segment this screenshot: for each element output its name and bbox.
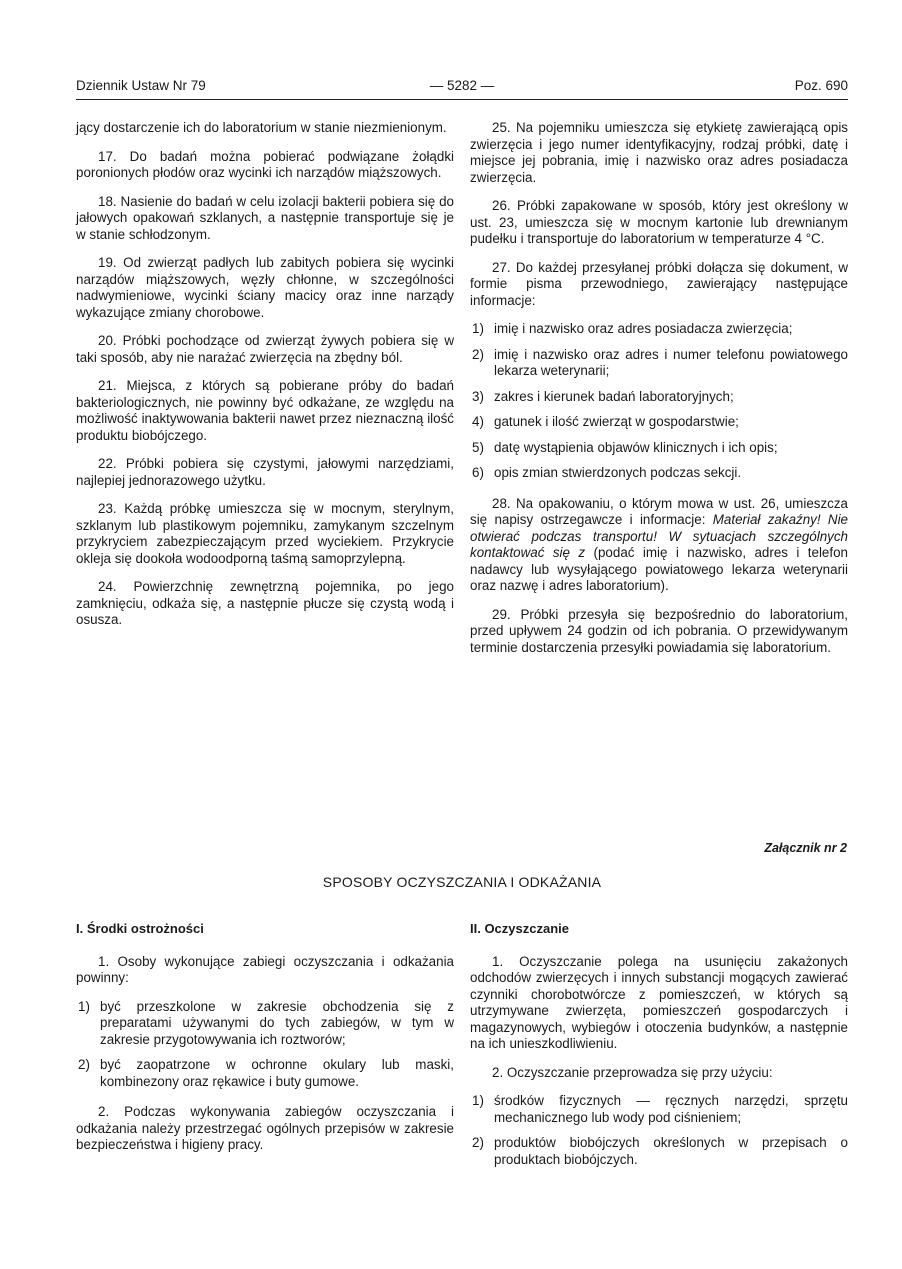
paragraph-27: 27. Do każdej przesyłanej próbki dołącza się dokument, w formie pisma przewodniego, zawierający następujące informacje: — [470, 259, 848, 308]
section-1-paragraph-1: 1. Osoby wykonujące zabiegi oczyszczania i odkażania powinny: — [76, 953, 454, 985]
paragraph-20: 20. Próbki pochodzące od zwierząt żywych pobiera się w taki sposób, aby nie narażać zwierzęcia na zbędny ból. — [76, 333, 454, 365]
paragraph-24: 24. Powierzchnię zewnętrzną pojemnika, po jego zamknięciu, odkaża się, a następnie płucze się czystą wodą i osusza. — [76, 579, 454, 627]
section-1-paragraph-2: 2. Podczas wykonywania zabiegów oczyszczania i odkażania należy przestrzegać ogólnych przepisów w zakresie bezpieczeństwa i higieny pracy. — [76, 1104, 454, 1152]
page-number: — 5282 — — [429, 78, 495, 93]
journal-name: Dziennik Ustaw Nr 79 — [76, 78, 206, 93]
list-item: 2) być zaopatrzone w ochronne okulary lub maski, kombinezony oraz rękawice i buty gumowe. — [78, 1057, 454, 1089]
list-item: 1) środków fizycznych — ręcznych narzędzi, sprzętu mechanicznego lub wody pod ciśnieniem; — [472, 1093, 848, 1125]
section-2-paragraph-2: 2. Oczyszczanie przeprowadza się przy użyciu: — [492, 1064, 773, 1080]
section-2-heading: II. Oczyszczanie — [470, 921, 569, 936]
left-column-top — [76, 120, 454, 641]
position-number: Poz. 690 — [794, 78, 848, 93]
list-item: 2) produktów biobójczych określonych w przepisach o produktach biobójczych. — [472, 1135, 848, 1167]
paragraph-19: 19. Od zwierząt padłych lub zabitych pobiera się wycinki narządów miąższowych, węzły chłonne, w szczególności nadwymieniowe, wycinki ściany macicy oraz inne narządy wykazujące zmiany chorobowe. — [76, 255, 454, 320]
section-1 — [76, 921, 454, 1166]
paragraph-25: 25. Na pojemniku umieszcza się etykietę zawierającą opis zwierzęcia i jego numer identyfikacyjny, rodzaj próbki, datę i miejsce jej pobrania, imię i nazwisko oraz adres posiadacza zwierzęcia. — [470, 120, 848, 185]
list-item: 1) imię i nazwisko oraz adres posiadacza zwierzęcia; — [472, 321, 793, 336]
warning-text: Materiał zakaźny! Nie otwierać podczas transportu! W sytuacjach szczególnych kontaktować się z — [470, 512, 848, 560]
paragraph-23: 23. Każdą próbkę umieszcza się w mocnym, sterylnym, szklanym lub plastikowym pojemniku, zamykanym szczelnym przykryciem zabezpieczającym przed wyciekiem. Przykrycie okleja się dookoła wodoodporną taśmą samoprzylepną. — [76, 501, 454, 566]
annex-label: Załącznik nr 2 — [764, 841, 847, 855]
paragraph-18: 18. Nasienie do badań w celu izolacji bakterii pobiera się do jałowych opakowań szklanych, a następnie transportuje się je w stanie schłodzonym. — [76, 193, 454, 242]
paragraph-17: 17. Do badań można pobierać podwiązane żołądki poronionych płodów oraz wycinki ich narządów miąższowych. — [76, 148, 454, 180]
right-column-top — [470, 120, 848, 668]
paragraph-continuation: jący dostarczenie ich do laboratorium w stanie niezmienionym. — [76, 120, 447, 135]
page-header — [76, 78, 848, 98]
list-item: 5) datę wystąpienia objawów klinicznych i ich opis; — [472, 439, 778, 455]
section-2-paragraph-1: 1. Oczyszczanie polega na usunięciu zakażonych odchodów zwierzęcych i innych substancji mogących zawierać czynniki chorobotwórcze z pomieszczeń, w których są utrzymywane zwierzęta, pomieszczeń gospodarczych i magazynowych, wybiegów i otoczenia budynków, a następnie na ich unieszkodliwieniu. — [470, 953, 848, 1051]
section-1-heading: I. Środki ostrożności — [76, 921, 204, 936]
annex-title: SPOSOBY OCZYSZCZANIA I ODKAŻANIA — [322, 874, 602, 890]
paragraph-21: 21. Miejsca, z których są pobierane próby do badań bakteriologicznych, nie powinny być odkażane, ze względu na możliwość inaktywowania bakterii nawet przez nieznaczną ilość produktu biobójczego. — [76, 378, 454, 443]
paragraph-29: 29. Próbki przesyła się bezpośrednio do laboratorium, przed upływem 24 godzin od ich pobrania. O przewidywanym terminie dostarczenia przesyłki powiadamia się laboratorium. — [470, 606, 848, 655]
section-2 — [470, 921, 848, 1177]
header-rule — [76, 99, 848, 100]
list-item: 4) gatunek i ilość zwierząt w gospodarstwie; — [472, 414, 739, 429]
paragraph-28: 28. Na opakowaniu, o którym mowa w ust. 26, umieszcza się napisy ostrzegawcze i informacje: Materiał zakaźny! Nie otwierać podczas transportu! W sytuacjach szczególnych kontaktować się z (podać imię i nazwisko, adres i telefon nadawcy lub wysyłającego powiatowego lekarza weterynarii oraz nazwę i adres laboratorium). — [470, 495, 848, 593]
list-item: 2) imię i nazwisko oraz adres i numer telefonu powiatowego lekarza weterynarii; — [472, 346, 848, 378]
list-item: 1) być przeszkolone w zakresie obchodzenia się z preparatami używanymi do tych zabiegów, w tym w zakresie przygotowywania ich roztworów; — [78, 998, 454, 1047]
list-item: 6) opis zmian stwierdzonych podczas sekcji. — [472, 465, 742, 480]
paragraph-26: 26. Próbki zapakowane w sposób, który jest określony w ust. 23, umieszcza się w mocnym kartonie lub drewnianym pudełku i transportuje do laboratorium w temperaturze 4 °C. — [470, 198, 848, 246]
paragraph-22: 22. Próbki pobiera się czystymi, jałowymi narzędziami, najlepiej jednorazowego użytku. — [76, 456, 454, 488]
list-item: 3) zakres i kierunek badań laboratoryjnych; — [472, 388, 734, 404]
